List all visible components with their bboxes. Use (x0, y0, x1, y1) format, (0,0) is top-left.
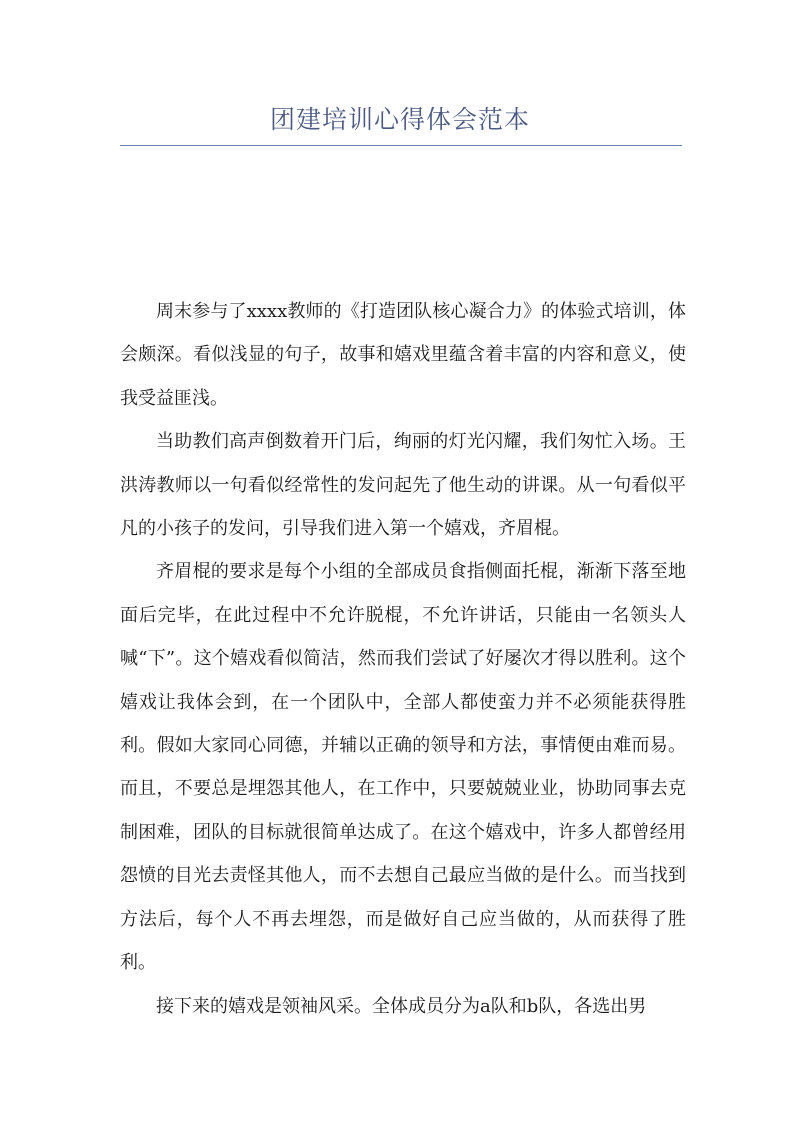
title-underline (120, 145, 682, 146)
paragraph-1: 周末参与了xxxx教师的《打造团队核心凝合力》的体验式培训，体会颇深。看似浅显的句子，故事和嬉戏里蕴含着丰富的内容和意义，使我受益匪浅。 (120, 301, 686, 409)
document-title: 团建培训心得体会范本 (269, 105, 530, 134)
paragraph-3: 齐眉棍的要求是每个小组的全部成员食指侧面托棍，渐渐下落至地面后完毕，在此过程中不允许脱棍，不允许讲话，只能由一名领头人喊“下”。这个嬉戏看似简洁，然而我们尝试了好屡次才得以胜利。这个嬉戏让我体会到，在一个团队中，全部人都使蛮力并不必须能获得胜利。假如大家同心同德，并辅以正确的领导和方法，事情便由难而易。而且，不要总是埋怨其他人，在工作中，只要兢兢业业，协助同事去克制困难，团队的目标就很简单达成了。在这个嬉戏中，许多人都曾经用怨愤的目光去责怪其他人，而不去想自己最应当做的是什么。而当找到方法后，每个人不再去埋怨，而是做好自己应当做的，从而获得了胜利。 (120, 561, 686, 974)
paragraph-4: 接下来的嬉戏是领袖风采。全体成员分为a队和b队，各选出男 (156, 995, 647, 1017)
document-body (120, 290, 686, 1028)
paragraph-2: 当助教们高声倒数着开门后，绚丽的灯光闪耀，我们匆忙入场。王洪涛教师以一句看似经常性的发问起先了他生动的讲课。从一句看似平凡的小孩子的发问，引导我们进入第一个嬉戏，齐眉棍。 (120, 431, 686, 540)
